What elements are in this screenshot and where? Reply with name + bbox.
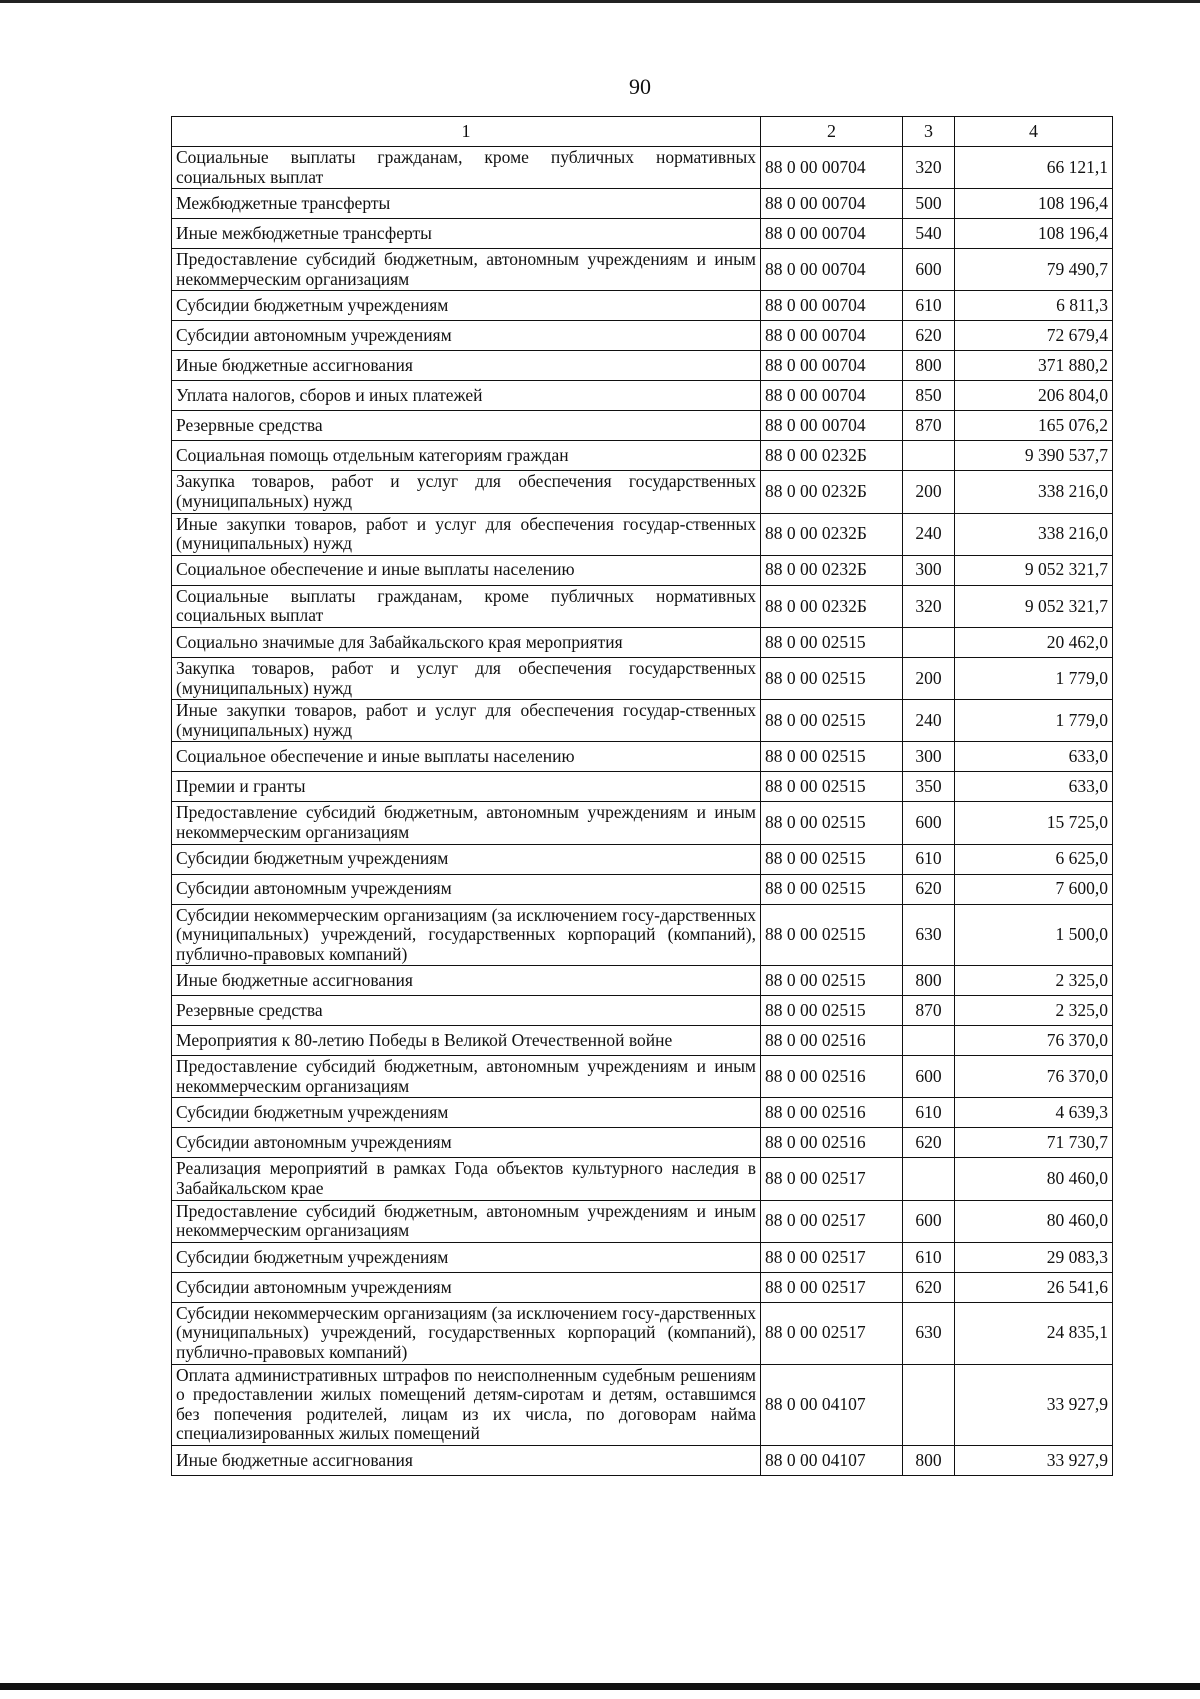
row-name-cell: Субсидии автономным учреждениям <box>172 1272 761 1302</box>
target-code-cell: 88 0 00 02515 <box>761 966 903 996</box>
row-name-cell: Иные закупки товаров, работ и услуг для обеспечения государ-ственных (муниципальных) нужд <box>172 513 761 555</box>
amount-cell: 338 216,0 <box>955 513 1113 555</box>
expense-type-cell <box>903 1158 955 1200</box>
row-name-cell: Мероприятия к 80-летию Победы в Великой Отечественной войне <box>172 1026 761 1056</box>
table-header-row <box>172 117 1113 147</box>
expense-type-cell: 240 <box>903 700 955 742</box>
row-name-cell: Иные бюджетные ассигнования <box>172 351 761 381</box>
row-name-cell: Оплата административных штрафов по неисполненным судебным решениям о предоставлении жилых помещений детям-сиротам и детям, оставшимся без попечения родителей, лицам из их числа, по договорам найма специализированных жилых помещений <box>172 1364 761 1445</box>
row-name-cell: Уплата налогов, сборов и иных платежей <box>172 381 761 411</box>
target-code-cell: 88 0 00 00704 <box>761 249 903 291</box>
row-name-cell: Предоставление субсидий бюджетным, автономным учреждениям и иным некоммерческим организациям <box>172 802 761 844</box>
table-row <box>172 1026 1113 1056</box>
amount-cell: 72 679,4 <box>955 321 1113 351</box>
expense-type-cell: 800 <box>903 966 955 996</box>
budget-table <box>171 116 1113 1476</box>
expense-type-cell: 240 <box>903 513 955 555</box>
target-code-cell: 88 0 00 02515 <box>761 627 903 657</box>
page-number: 90 <box>629 74 651 99</box>
target-code-cell: 88 0 00 04107 <box>761 1364 903 1445</box>
table-row <box>172 742 1113 772</box>
target-code-cell: 88 0 00 02515 <box>761 772 903 802</box>
table-row <box>172 1302 1113 1364</box>
table-body <box>172 147 1113 1476</box>
amount-cell: 338 216,0 <box>955 471 1113 513</box>
row-name-cell: Социальные выплаты гражданам, кроме публичных нормативных социальных выплат <box>172 585 761 627</box>
expense-type-cell: 600 <box>903 1056 955 1098</box>
amount-cell: 2 325,0 <box>955 966 1113 996</box>
table-row <box>172 904 1113 966</box>
target-code-cell: 88 0 00 00704 <box>761 411 903 441</box>
row-name-cell: Резервные средства <box>172 411 761 441</box>
top-border-line <box>0 0 1200 3</box>
row-name-cell: Субсидии некоммерческим организациям (за исключением госу-дарственных (муниципальных) учреждений, государственных корпораций (компаний), публично-правовых компаний) <box>172 1302 761 1364</box>
target-code-cell: 88 0 00 02515 <box>761 904 903 966</box>
table-row <box>172 1364 1113 1445</box>
target-code-cell: 88 0 00 00704 <box>761 189 903 219</box>
row-name-cell: Социальное обеспечение и иные выплаты населению <box>172 555 761 585</box>
expense-type-cell: 870 <box>903 996 955 1026</box>
table-row <box>172 1446 1113 1476</box>
table-row <box>172 189 1113 219</box>
row-name-cell: Резервные средства <box>172 996 761 1026</box>
target-code-cell: 88 0 00 02517 <box>761 1302 903 1364</box>
amount-cell: 633,0 <box>955 742 1113 772</box>
table-row <box>172 219 1113 249</box>
target-code-cell: 88 0 00 00704 <box>761 291 903 321</box>
amount-cell: 1 500,0 <box>955 904 1113 966</box>
expense-type-cell <box>903 627 955 657</box>
header-col-4: 4 <box>955 117 1113 147</box>
row-name-cell: Субсидии бюджетным учреждениям <box>172 1098 761 1128</box>
expense-type-cell: 540 <box>903 219 955 249</box>
header-col-1: 1 <box>172 117 761 147</box>
expense-type-cell: 300 <box>903 555 955 585</box>
table-row <box>172 966 1113 996</box>
row-name-cell: Премии и гранты <box>172 772 761 802</box>
row-name-cell: Субсидии бюджетным учреждениям <box>172 1242 761 1272</box>
table-row <box>172 147 1113 189</box>
amount-cell: 24 835,1 <box>955 1302 1113 1364</box>
table-row <box>172 249 1113 291</box>
row-name-cell: Социальная помощь отдельным категориям граждан <box>172 441 761 471</box>
expense-type-cell: 800 <box>903 351 955 381</box>
amount-cell: 79 490,7 <box>955 249 1113 291</box>
expense-type-cell <box>903 1026 955 1056</box>
table-row <box>172 555 1113 585</box>
amount-cell: 33 927,9 <box>955 1446 1113 1476</box>
target-code-cell: 88 0 00 02517 <box>761 1158 903 1200</box>
amount-cell: 165 076,2 <box>955 411 1113 441</box>
header-col-3: 3 <box>903 117 955 147</box>
row-name-cell: Субсидии некоммерческим организациям (за исключением госу-дарственных (муниципальных) учреждений, государственных корпораций (компаний), публично-правовых компаний) <box>172 904 761 966</box>
target-code-cell: 88 0 00 0232Б <box>761 471 903 513</box>
row-name-cell: Иные межбюджетные трансферты <box>172 219 761 249</box>
table-row <box>172 1056 1113 1098</box>
amount-cell: 66 121,1 <box>955 147 1113 189</box>
amount-cell: 80 460,0 <box>955 1158 1113 1200</box>
target-code-cell: 88 0 00 02515 <box>761 742 903 772</box>
amount-cell: 1 779,0 <box>955 700 1113 742</box>
table-row <box>172 1272 1113 1302</box>
amount-cell: 15 725,0 <box>955 802 1113 844</box>
table-row <box>172 513 1113 555</box>
row-name-cell: Социальные выплаты гражданам, кроме публичных нормативных социальных выплат <box>172 147 761 189</box>
target-code-cell: 88 0 00 02517 <box>761 1242 903 1272</box>
row-name-cell: Иные бюджетные ассигнования <box>172 966 761 996</box>
target-code-cell: 88 0 00 02515 <box>761 844 903 874</box>
target-code-cell: 88 0 00 00704 <box>761 147 903 189</box>
table-row <box>172 351 1113 381</box>
amount-cell: 371 880,2 <box>955 351 1113 381</box>
amount-cell: 80 460,0 <box>955 1200 1113 1242</box>
row-name-cell: Субсидии автономным учреждениям <box>172 1128 761 1158</box>
row-name-cell: Субсидии автономным учреждениям <box>172 874 761 904</box>
target-code-cell: 88 0 00 02516 <box>761 1056 903 1098</box>
expense-type-cell: 300 <box>903 742 955 772</box>
row-name-cell: Реализация мероприятий в рамках Года объектов культурного наследия в Забайкальском крае <box>172 1158 761 1200</box>
amount-cell: 4 639,3 <box>955 1098 1113 1128</box>
table-row <box>172 1158 1113 1200</box>
target-code-cell: 88 0 00 02516 <box>761 1098 903 1128</box>
expense-type-cell: 610 <box>903 291 955 321</box>
row-name-cell: Предоставление субсидий бюджетным, автономным учреждениям и иным некоммерческим организациям <box>172 249 761 291</box>
table-row <box>172 844 1113 874</box>
expense-type-cell: 600 <box>903 249 955 291</box>
table-row <box>172 657 1113 699</box>
expense-type-cell: 320 <box>903 147 955 189</box>
target-code-cell: 88 0 00 00704 <box>761 321 903 351</box>
amount-cell: 76 370,0 <box>955 1026 1113 1056</box>
target-code-cell: 88 0 00 00704 <box>761 219 903 249</box>
expense-type-cell: 630 <box>903 1302 955 1364</box>
target-code-cell: 88 0 00 02515 <box>761 657 903 699</box>
table-row <box>172 627 1113 657</box>
row-name-cell: Социально значимые для Забайкальского края мероприятия <box>172 627 761 657</box>
expense-type-cell: 610 <box>903 1098 955 1128</box>
amount-cell: 26 541,6 <box>955 1272 1113 1302</box>
target-code-cell: 88 0 00 02515 <box>761 996 903 1026</box>
amount-cell: 633,0 <box>955 772 1113 802</box>
expense-type-cell: 850 <box>903 381 955 411</box>
table-row <box>172 321 1113 351</box>
row-name-cell: Иные бюджетные ассигнования <box>172 1446 761 1476</box>
amount-cell: 29 083,3 <box>955 1242 1113 1272</box>
amount-cell: 9 052 321,7 <box>955 585 1113 627</box>
expense-type-cell: 800 <box>903 1446 955 1476</box>
expense-type-cell <box>903 1364 955 1445</box>
target-code-cell: 88 0 00 02515 <box>761 700 903 742</box>
table-row <box>172 802 1113 844</box>
row-name-cell: Социальное обеспечение и иные выплаты населению <box>172 742 761 772</box>
amount-cell: 9 052 321,7 <box>955 555 1113 585</box>
target-code-cell: 88 0 00 0232Б <box>761 555 903 585</box>
amount-cell: 6 811,3 <box>955 291 1113 321</box>
header-col-2: 2 <box>761 117 903 147</box>
expense-type-cell: 610 <box>903 1242 955 1272</box>
row-name-cell: Субсидии бюджетным учреждениям <box>172 844 761 874</box>
table-row <box>172 381 1113 411</box>
row-name-cell: Субсидии автономным учреждениям <box>172 321 761 351</box>
table-row <box>172 1242 1113 1272</box>
expense-type-cell: 600 <box>903 1200 955 1242</box>
target-code-cell: 88 0 00 02515 <box>761 802 903 844</box>
table-row <box>172 996 1113 1026</box>
expense-type-cell: 630 <box>903 904 955 966</box>
table-row <box>172 772 1113 802</box>
table-row <box>172 585 1113 627</box>
table-row <box>172 1200 1113 1242</box>
expense-type-cell <box>903 441 955 471</box>
target-code-cell: 88 0 00 02517 <box>761 1272 903 1302</box>
expense-type-cell: 200 <box>903 657 955 699</box>
target-code-cell: 88 0 00 0232Б <box>761 585 903 627</box>
target-code-cell: 88 0 00 02516 <box>761 1026 903 1056</box>
target-code-cell: 88 0 00 00704 <box>761 381 903 411</box>
row-name-cell: Закупка товаров, работ и услуг для обеспечения государственных (муниципальных) нужд <box>172 657 761 699</box>
row-name-cell: Предоставление субсидий бюджетным, автономным учреждениям и иным некоммерческим организациям <box>172 1200 761 1242</box>
amount-cell: 33 927,9 <box>955 1364 1113 1445</box>
target-code-cell: 88 0 00 00704 <box>761 351 903 381</box>
expense-type-cell: 200 <box>903 471 955 513</box>
table-row <box>172 700 1113 742</box>
target-code-cell: 88 0 00 0232Б <box>761 513 903 555</box>
amount-cell: 20 462,0 <box>955 627 1113 657</box>
amount-cell: 108 196,4 <box>955 189 1113 219</box>
amount-cell: 9 390 537,7 <box>955 441 1113 471</box>
row-name-cell: Субсидии бюджетным учреждениям <box>172 291 761 321</box>
expense-type-cell: 620 <box>903 1272 955 1302</box>
row-name-cell: Межбюджетные трансферты <box>172 189 761 219</box>
target-code-cell: 88 0 00 02516 <box>761 1128 903 1158</box>
row-name-cell: Предоставление субсидий бюджетным, автономным учреждениям и иным некоммерческим организациям <box>172 1056 761 1098</box>
row-name-cell: Закупка товаров, работ и услуг для обеспечения государственных (муниципальных) нужд <box>172 471 761 513</box>
amount-cell: 7 600,0 <box>955 874 1113 904</box>
row-name-cell: Иные закупки товаров, работ и услуг для обеспечения государ-ственных (муниципальных) нужд <box>172 700 761 742</box>
bottom-border-line <box>0 1683 1200 1690</box>
expense-type-cell: 500 <box>903 189 955 219</box>
amount-cell: 6 625,0 <box>955 844 1113 874</box>
expense-type-cell: 870 <box>903 411 955 441</box>
target-code-cell: 88 0 00 02517 <box>761 1200 903 1242</box>
amount-cell: 76 370,0 <box>955 1056 1113 1098</box>
table-row <box>172 411 1113 441</box>
expense-type-cell: 320 <box>903 585 955 627</box>
expense-type-cell: 600 <box>903 802 955 844</box>
target-code-cell: 88 0 00 02515 <box>761 874 903 904</box>
table-row <box>172 1128 1113 1158</box>
expense-type-cell: 610 <box>903 844 955 874</box>
target-code-cell: 88 0 00 0232Б <box>761 441 903 471</box>
expense-type-cell: 620 <box>903 321 955 351</box>
amount-cell: 2 325,0 <box>955 996 1113 1026</box>
expense-type-cell: 620 <box>903 874 955 904</box>
table-row <box>172 441 1113 471</box>
amount-cell: 108 196,4 <box>955 219 1113 249</box>
amount-cell: 206 804,0 <box>955 381 1113 411</box>
table-row <box>172 471 1113 513</box>
amount-cell: 71 730,7 <box>955 1128 1113 1158</box>
expense-type-cell: 620 <box>903 1128 955 1158</box>
table-row <box>172 291 1113 321</box>
amount-cell: 1 779,0 <box>955 657 1113 699</box>
table-row <box>172 874 1113 904</box>
table-row <box>172 1098 1113 1128</box>
expense-type-cell: 350 <box>903 772 955 802</box>
target-code-cell: 88 0 00 04107 <box>761 1446 903 1476</box>
